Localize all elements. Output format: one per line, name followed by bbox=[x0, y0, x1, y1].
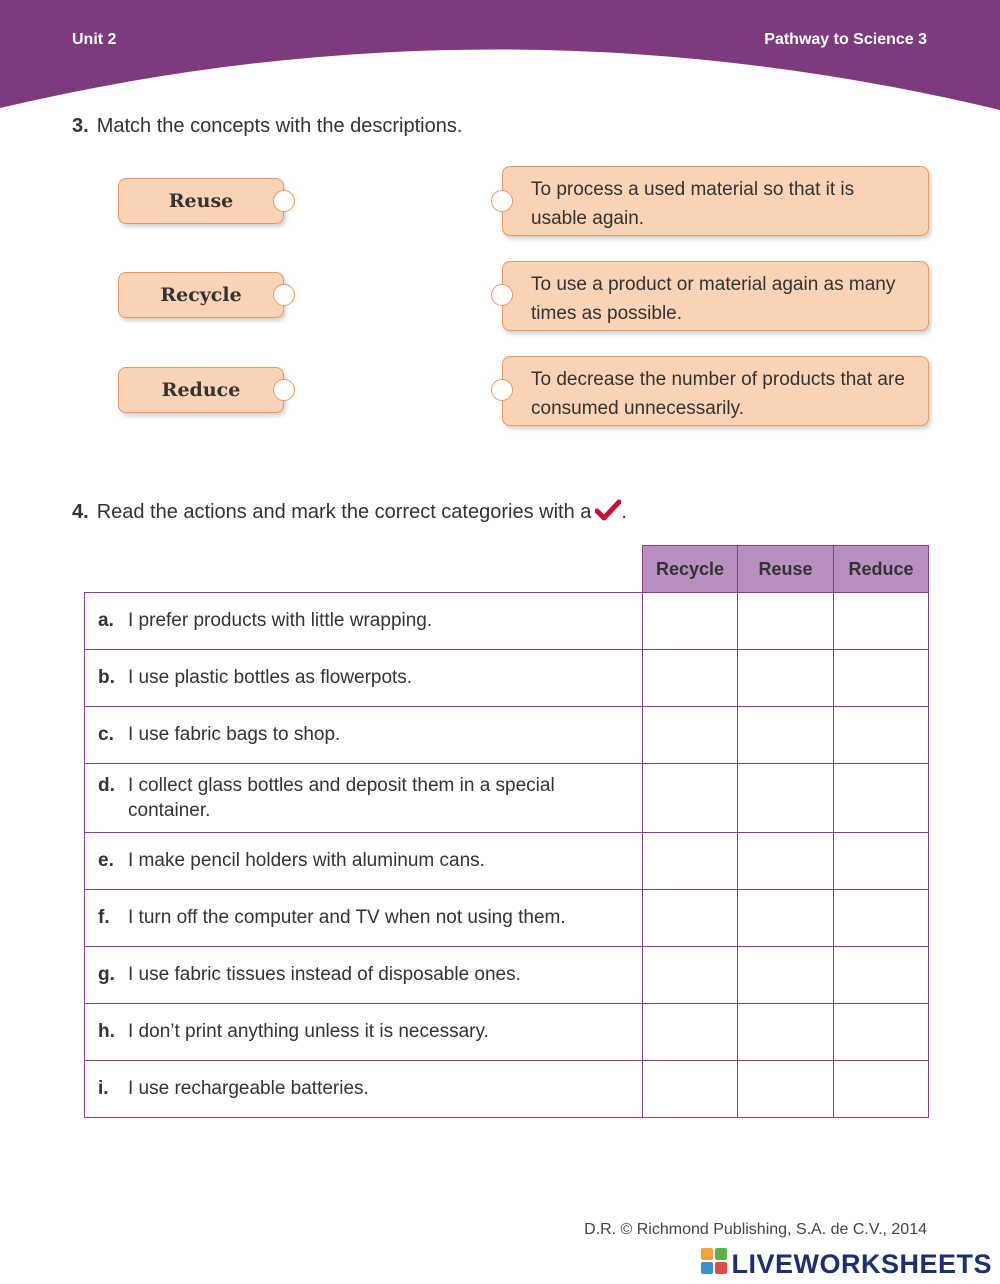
question-4-prompt: Read the actions and mark the correct categories with a bbox=[96, 501, 592, 523]
column-header-reuse: Reuse bbox=[738, 546, 834, 593]
check-cell-reduce[interactable] bbox=[834, 1061, 929, 1118]
table-row bbox=[85, 650, 929, 707]
row-text: I prefer products with little wrapping. bbox=[128, 610, 433, 631]
column-header-reduce: Reduce bbox=[834, 546, 929, 593]
table-row bbox=[85, 947, 929, 1004]
question-3-title bbox=[72, 115, 462, 138]
row-text: I turn off the computer and TV when not using them. bbox=[128, 907, 566, 928]
check-cell-reduce[interactable] bbox=[834, 947, 929, 1004]
action-cell bbox=[85, 1004, 643, 1061]
table-row bbox=[85, 764, 929, 833]
row-text: I use fabric bags to shop. bbox=[128, 724, 341, 745]
book-title: Pathway to Science 3 bbox=[764, 31, 927, 48]
check-cell-reuse[interactable] bbox=[738, 1061, 834, 1118]
row-letter: f. bbox=[98, 907, 110, 928]
row-text: I use fabric tissues instead of disposable ones. bbox=[128, 964, 521, 985]
table-corner bbox=[85, 546, 643, 593]
concept-reuse-connector[interactable] bbox=[273, 190, 295, 212]
check-cell-reduce[interactable] bbox=[834, 1004, 929, 1061]
check-cell-recycle[interactable] bbox=[643, 764, 738, 833]
column-header-recycle: Recycle bbox=[643, 546, 738, 593]
row-letter: h. bbox=[98, 1021, 115, 1042]
description-2[interactable]: To use a product or material again as many times as possible. bbox=[502, 261, 929, 331]
check-cell-reuse[interactable] bbox=[738, 707, 834, 764]
question-3-number: 3. bbox=[72, 115, 89, 137]
check-cell-reduce[interactable] bbox=[834, 764, 929, 833]
action-cell bbox=[85, 833, 643, 890]
row-text: I make pencil holders with aluminum cans. bbox=[128, 850, 485, 871]
check-cell-reduce[interactable] bbox=[834, 650, 929, 707]
row-text: I use rechargeable batteries. bbox=[128, 1078, 369, 1099]
table-row bbox=[85, 707, 929, 764]
page-header bbox=[0, 0, 1000, 115]
description-2-connector[interactable] bbox=[491, 284, 513, 306]
check-cell-reuse[interactable] bbox=[738, 1004, 834, 1061]
question-4-number: 4. bbox=[72, 501, 89, 523]
unit-label: Unit 2 bbox=[72, 31, 117, 48]
check-cell-reuse[interactable] bbox=[738, 947, 834, 1004]
table-row bbox=[85, 593, 929, 650]
action-cell bbox=[85, 593, 643, 650]
table-row bbox=[85, 1061, 929, 1118]
categories-table bbox=[84, 545, 929, 1118]
row-text: I collect glass bottles and deposit them in a special container. bbox=[128, 775, 555, 821]
question-4-title bbox=[72, 499, 627, 527]
check-cell-recycle[interactable] bbox=[643, 890, 738, 947]
row-letter: g. bbox=[98, 964, 115, 985]
check-cell-reduce[interactable] bbox=[834, 833, 929, 890]
row-letter: d. bbox=[98, 775, 115, 796]
question-3-prompt: Match the concepts with the descriptions. bbox=[96, 115, 463, 137]
check-cell-reuse[interactable] bbox=[738, 593, 834, 650]
row-letter: a. bbox=[98, 610, 114, 631]
check-cell-recycle[interactable] bbox=[643, 707, 738, 764]
row-text: I don’t print anything unless it is necessary. bbox=[128, 1021, 489, 1042]
row-text: I use plastic bottles as flowerpots. bbox=[128, 667, 413, 688]
row-letter: c. bbox=[98, 724, 114, 745]
table-row bbox=[85, 890, 929, 947]
concept-reduce[interactable]: Reduce bbox=[118, 367, 284, 413]
copyright-notice: D.R. © Richmond Publishing, S.A. de C.V., 2014 bbox=[584, 1221, 927, 1238]
check-cell-reuse[interactable] bbox=[738, 650, 834, 707]
check-cell-recycle[interactable] bbox=[643, 1004, 738, 1061]
check-mark-icon bbox=[595, 499, 621, 527]
action-cell bbox=[85, 1061, 643, 1118]
check-cell-recycle[interactable] bbox=[643, 1061, 738, 1118]
question-4-prompt-end: . bbox=[621, 501, 627, 523]
check-cell-reduce[interactable] bbox=[834, 593, 929, 650]
header-banner-shape bbox=[0, 0, 1000, 115]
description-1-connector[interactable] bbox=[491, 190, 513, 212]
check-cell-reduce[interactable] bbox=[834, 707, 929, 764]
action-cell bbox=[85, 707, 643, 764]
concept-reuse[interactable]: Reuse bbox=[118, 178, 284, 224]
liveworksheets-wordmark: LIVEWORKSHEETS bbox=[731, 1249, 992, 1279]
concept-recycle-connector[interactable] bbox=[273, 284, 295, 306]
description-3[interactable]: To decrease the number of products that are consumed unnecessarily. bbox=[502, 356, 929, 426]
action-cell bbox=[85, 650, 643, 707]
row-letter: b. bbox=[98, 667, 115, 688]
check-cell-recycle[interactable] bbox=[643, 833, 738, 890]
table-row bbox=[85, 833, 929, 890]
description-3-connector[interactable] bbox=[491, 379, 513, 401]
row-letter: e. bbox=[98, 850, 114, 871]
check-cell-recycle[interactable] bbox=[643, 650, 738, 707]
check-cell-reuse[interactable] bbox=[738, 833, 834, 890]
concept-reduce-connector[interactable] bbox=[273, 379, 295, 401]
action-cell bbox=[85, 947, 643, 1004]
concept-recycle[interactable]: Recycle bbox=[118, 272, 284, 318]
liveworksheets-logo-icon bbox=[701, 1248, 727, 1281]
check-cell-recycle[interactable] bbox=[643, 593, 738, 650]
action-cell bbox=[85, 890, 643, 947]
liveworksheets-logo bbox=[701, 1248, 992, 1281]
table-row bbox=[85, 1004, 929, 1061]
action-cell bbox=[85, 764, 643, 833]
row-letter: i. bbox=[98, 1078, 109, 1099]
check-cell-reduce[interactable] bbox=[834, 890, 929, 947]
description-1[interactable]: To process a used material so that it is usable again. bbox=[502, 166, 929, 236]
check-cell-recycle[interactable] bbox=[643, 947, 738, 1004]
check-cell-reuse[interactable] bbox=[738, 890, 834, 947]
check-cell-reuse[interactable] bbox=[738, 764, 834, 833]
